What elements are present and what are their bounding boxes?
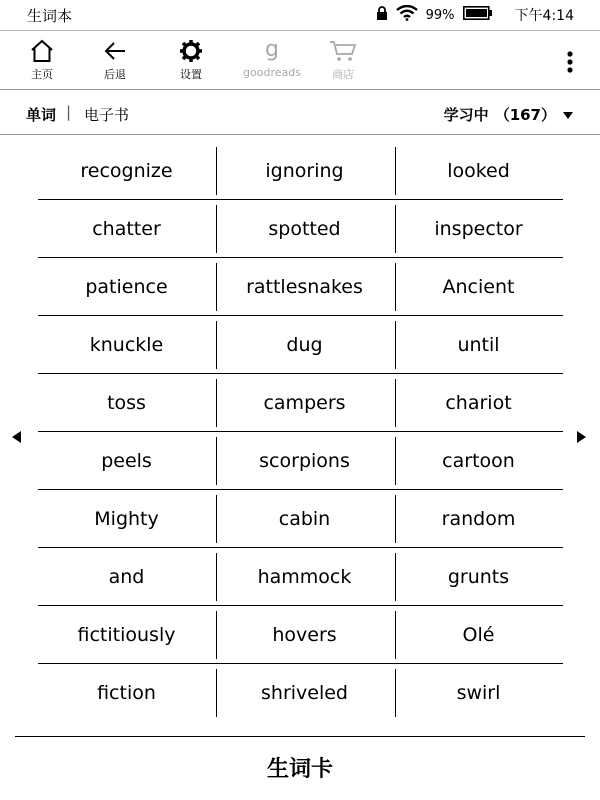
store-button[interactable]: [313, 39, 373, 82]
word-cell[interactable]: cabin: [215, 490, 394, 548]
word-cell[interactable]: fiction: [97, 682, 156, 704]
word-cell[interactable]: knuckle: [89, 334, 164, 356]
word-row: [38, 664, 563, 722]
word-row: [38, 200, 563, 258]
battery-icon: [463, 6, 493, 24]
word-cell[interactable]: Olé: [394, 606, 563, 664]
word-cell[interactable]: hovers: [215, 606, 394, 664]
cart-icon: [313, 39, 373, 63]
filter-count: （167）: [494, 106, 556, 124]
word-row: [38, 548, 563, 606]
settings-label: 设置: [180, 68, 202, 81]
word-cell[interactable]: patience: [85, 276, 168, 298]
word-cell[interactable]: rattlesnakes: [215, 258, 394, 316]
word-cell[interactable]: scorpions: [215, 432, 394, 490]
word-cell[interactable]: fictitiously: [77, 624, 176, 646]
more-menu-button[interactable]: [558, 49, 582, 75]
next-page-arrow-icon[interactable]: [577, 431, 586, 443]
word-cell[interactable]: until: [394, 316, 563, 374]
tab-separator: |: [66, 103, 72, 121]
svg-text:g: g: [265, 39, 279, 62]
back-button[interactable]: [85, 39, 145, 82]
clock: 下午4:14: [514, 8, 574, 24]
status-indicators: [376, 5, 574, 25]
word-row: [38, 258, 563, 316]
word-cell[interactable]: inspector: [394, 200, 563, 258]
back-arrow-icon: [85, 39, 145, 63]
goodreads-button[interactable]: [240, 39, 304, 79]
word-row: [38, 374, 563, 432]
tab-ebook[interactable]: 电子书: [84, 106, 130, 124]
word-grid: [38, 142, 563, 722]
dropdown-triangle-icon: [562, 106, 574, 124]
toolbar: [0, 30, 600, 90]
battery-percent: 99%: [425, 7, 455, 23]
tab-words[interactable]: 单词: [26, 106, 57, 124]
footer-divider: [15, 736, 585, 737]
word-cell[interactable]: grunts: [394, 548, 563, 606]
word-row: [38, 432, 563, 490]
word-cell[interactable]: Mighty: [94, 508, 159, 530]
word-cell[interactable]: swirl: [394, 664, 563, 722]
filter-label: 学习中: [443, 106, 489, 124]
vertical-ellipsis-icon: [558, 60, 582, 79]
word-cell[interactable]: recognize: [80, 160, 173, 182]
word-cell[interactable]: looked: [394, 142, 563, 200]
word-cell[interactable]: dug: [215, 316, 394, 374]
word-cell[interactable]: cartoon: [394, 432, 563, 490]
back-label: 后退: [104, 68, 126, 81]
word-cell[interactable]: ignoring: [215, 142, 394, 200]
word-cell[interactable]: toss: [107, 392, 146, 414]
word-row: [38, 490, 563, 548]
home-label: 主页: [31, 68, 53, 81]
word-cell[interactable]: random: [394, 490, 563, 548]
settings-button[interactable]: [161, 39, 221, 82]
word-cell[interactable]: Ancient: [394, 258, 563, 316]
word-row: [38, 142, 563, 200]
app-title: 生词本: [27, 7, 73, 25]
status-bar: [0, 0, 600, 30]
store-label: 商店: [332, 68, 354, 81]
flashcards-button[interactable]: 生词卡: [266, 757, 333, 782]
goodreads-label: goodreads: [243, 66, 301, 79]
previous-page-arrow-icon[interactable]: [12, 431, 21, 443]
word-row: [38, 316, 563, 374]
gear-icon: [161, 39, 221, 63]
wifi-icon: [396, 5, 418, 25]
word-cell[interactable]: peels: [101, 450, 152, 472]
home-button[interactable]: [12, 39, 72, 82]
goodreads-g-icon: [240, 39, 304, 63]
word-cell[interactable]: hammock: [215, 548, 394, 606]
filter-dropdown[interactable]: [444, 104, 574, 125]
word-row: [38, 606, 563, 664]
word-cell[interactable]: spotted: [215, 200, 394, 258]
word-cell[interactable]: chatter: [92, 218, 161, 240]
home-icon: [12, 39, 72, 63]
word-cell[interactable]: and: [108, 566, 145, 588]
view-switcher: [0, 91, 600, 135]
word-cell[interactable]: chariot: [394, 374, 563, 432]
lock-icon: [376, 6, 388, 25]
word-cell[interactable]: shriveled: [215, 664, 394, 722]
word-cell[interactable]: campers: [215, 374, 394, 432]
